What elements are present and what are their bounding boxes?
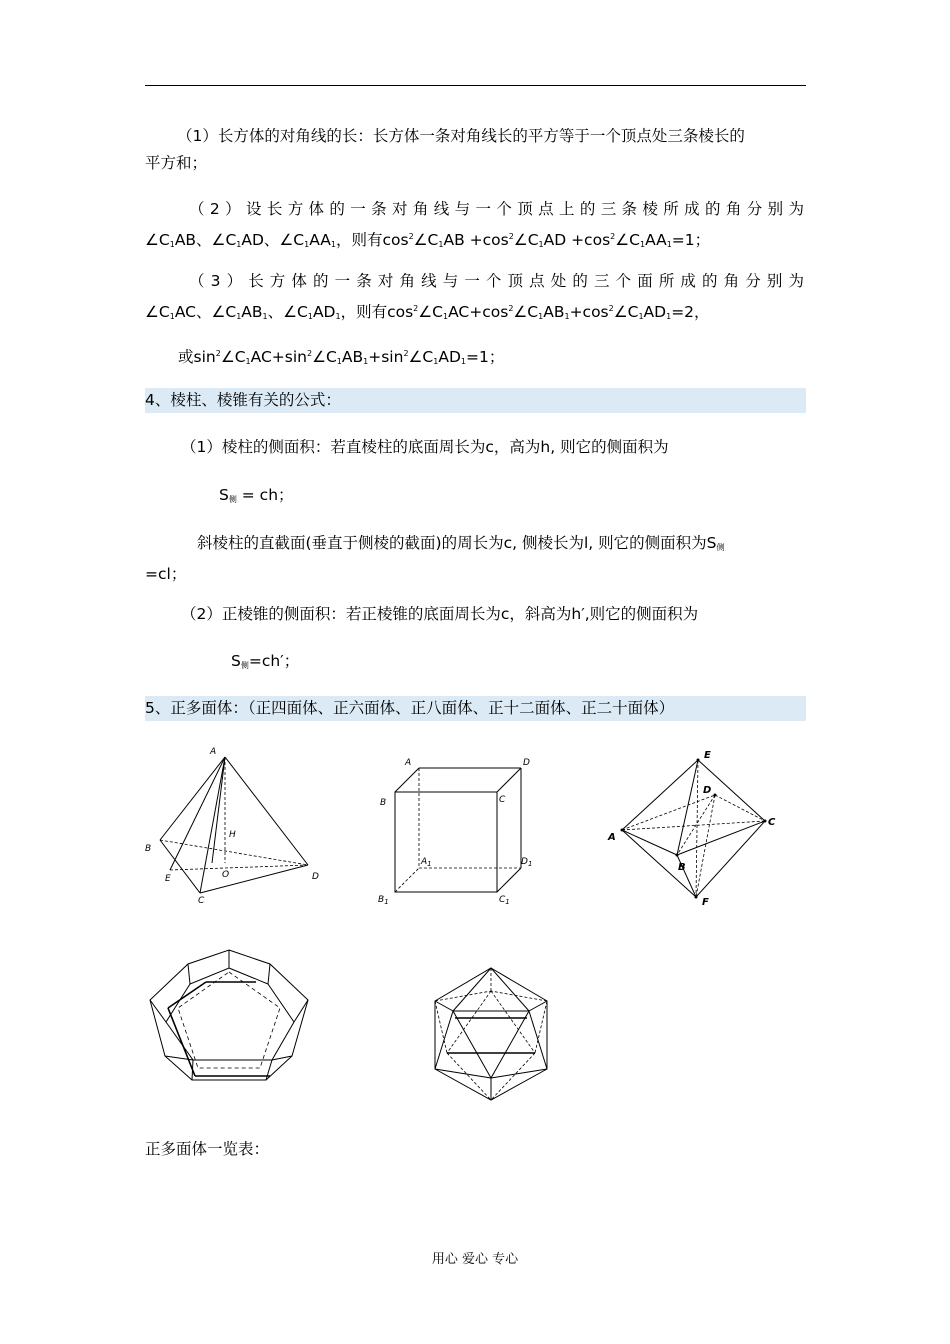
label-e: E: [165, 874, 171, 884]
page-footer: 用心 爱心 专心: [431, 1252, 519, 1267]
paragraph-edge-angles: （2）设长方体的一条对角线与一个顶点上的三条棱所成的角分别为 $\angle C_1AB$、$\angle C_1AD$、$\angle C_1AA_1$，则有$\cos^2\angle C_1AB$ $+\cos^2\angle C_1AD$ $+\cos^2\angle C_1AA_1=1$；: [145, 200, 806, 249]
prism-lateral-area-text: （1）棱柱的侧面积：若直棱柱的底面周长为c，高为h, 则它的侧面积为: [181, 438, 669, 456]
icosahedron-figure: [425, 963, 560, 1103]
label-a: A: [405, 758, 412, 768]
label-f: F: [702, 897, 709, 908]
prism-formula: $S_侧$ = ch；: [219, 486, 294, 504]
paragraph-diagonal-length: （1）长方体的对角线的长：长方体一条对角线长的平方等于一个顶点处三条棱长的 平方和；: [145, 127, 745, 172]
header-rule: [145, 85, 806, 86]
label-o: O: [222, 870, 230, 880]
dodecahedron-figure: [140, 940, 320, 1090]
label-d: D: [312, 872, 319, 882]
label-d: D: [703, 785, 712, 796]
section-heading-5: 5、正多面体：（正四面体、正六面体、正八面体、正十二面体、正二十面体）: [145, 696, 806, 721]
label-c: C: [768, 817, 776, 828]
label-b: B: [145, 844, 152, 854]
label-a: A: [210, 747, 217, 757]
cube-figure: [375, 752, 540, 912]
paragraph-face-angles: （3）长方体的一条对角线与一个顶点处的三个面所成的角分别为 $\angle C_1AC$、$\angle C_1AB_1$、$\angle C_1AD_1$，则有$\cos^2\angle C_1AC+\cos^2\angle C_1AB_1+\cos^2\angle C_1AD_1=2$，: [145, 272, 806, 321]
section-heading-4: 4、棱柱、棱锥有关的公式：: [145, 388, 806, 413]
label-b: B: [678, 862, 686, 873]
label-h: H: [229, 830, 236, 840]
tetrahedron-figure: [140, 745, 330, 905]
label-c: C: [198, 896, 205, 905]
label-e: E: [704, 750, 711, 761]
pyramid-formula: $S_侧=ch'$；: [231, 652, 300, 670]
label-a1: $A_1$: [421, 857, 432, 868]
label-a: A: [608, 832, 616, 843]
oblique-prism-text: 斜棱柱的直截面(垂直于侧棱的截面)的周长为c, 侧棱长为l, 则它的侧面积为$S_侧$ =cl；: [145, 534, 725, 583]
label-c: C: [499, 795, 506, 805]
octahedron-figure: [600, 745, 790, 910]
paragraph-sine-identity: 或$\sin^2\angle C_1AC+\sin^2\angle C_1AB_1+\sin^2\angle C_1AD_1=1$；: [178, 348, 505, 366]
label-b1: $B_1$: [378, 895, 389, 906]
pyramid-lateral-area-text: （2）正棱锥的侧面积：若正棱锥的底面周长为c，斜高为h′,则它的侧面积为: [181, 605, 699, 623]
label-d: D: [523, 758, 530, 768]
label-c1: $C_1$: [499, 895, 510, 906]
label-b: B: [380, 798, 387, 808]
table-title: 正多面体一览表：: [145, 1140, 270, 1158]
label-d1: $D_1$: [521, 857, 533, 868]
